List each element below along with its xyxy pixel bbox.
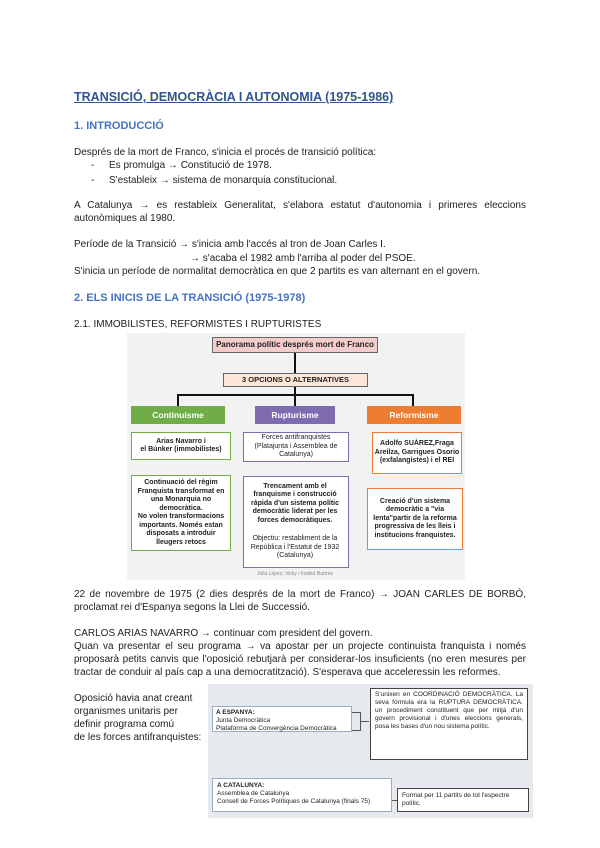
reformisme-header: Reformisme [367,406,461,424]
periode-line-2: → s'acaba el 1982 amb l'arriba al poder del PSOE. [190,253,416,264]
espanya-item: Junta Democràtica [216,717,271,724]
bullet-dash: - [91,175,95,186]
catalunya-paragraph: A Catalunya → es restableix Generalitat, s'elabora estatut d'autonomia i primeres eleccions autonòmiques al 1980. [74,200,526,224]
section-heading-inicis: 2. ELS INICIS DE LA TRANSICIÓ (1975-1978) [74,292,306,304]
reformisme-who: Adolfo SUÀREZ,Fraga Areilza, Garrigues Osorio (exfalangistes) i el REI [372,432,462,474]
continuisme-who: Arias Navarro i el Búnker (immobilistes) [131,432,231,460]
periode-line-3: S'inicia un període de normalitat democràtica en que 2 partits es van alternant en el govern. [74,266,481,277]
diagram-middle-box: 3 OPCIONS O ALTERNATIVES [223,373,368,387]
bracket-line [352,712,360,713]
bracket-line [361,721,369,722]
connector-line [294,394,296,406]
side-text-line: definir programa comú [74,719,175,730]
rupturisme-who: Forces antifranquistes (Platajunta i Assemblea de Catalunya) [243,432,349,462]
connector-line [294,353,296,373]
diagram-opposition [208,684,533,818]
side-text-line: Oposició havia anat creant [74,693,193,704]
paragraph-arias-navarro: CARLOS ARIAS NAVARRO → continuar com president del govern. [74,628,373,639]
diagram-credit: Júlia López, Vicky i Institut Bartrés [257,571,334,577]
side-text-line: de les forces antifranquistes: [74,732,202,743]
consell-note: Format per 11 partits de tot l'espectre polític. [397,788,529,812]
bullet-text: Es promulga → Constitució de 1978. [109,160,272,171]
espanya-box [212,706,352,732]
connector-line [412,394,414,406]
catalunya-title: A CATALUNYA: [217,782,265,789]
intro-text: Després de la mort de Franco, s'inicia el procés de transició política: [74,147,377,158]
continuisme-header: Continuisme [131,406,225,424]
espanya-item: Plataforma de Convergència Democràtica [216,725,337,732]
bullet-text: S'estableix → sistema de monarquia constitucional. [109,175,338,186]
page-title: TRANSICIÓ, DEMOCRÀCIA I AUTONOMIA (1975-1986) [74,90,394,104]
rupturisme-header: Rupturisme [255,406,335,424]
rupturisme-desc: Trencament amb el franquisme i construcció ràpida d'un sistema polític democràtic liderat per les forces democràtiques. [250,482,340,524]
paragraph-joan-carles: 22 de novembre de 1975 (2 dies després de la mort de Franco) → JOAN CARLES DE BORBÓ, proclamat rei d'Espanya segons la Llei de Successió. [74,589,526,613]
diagram-top-box: Panorama polític després mort de Franco [212,337,378,353]
bullet-item [91,159,521,172]
bullet-item [91,174,521,187]
espanya-title: A ESPANYA: [216,709,255,716]
bullet-dash: - [91,160,95,171]
connector-line [177,394,179,406]
diagram-political-options [127,333,465,580]
catalunya-item: Assemblea de Catalunya [217,790,290,797]
reformisme-desc: Creació d'un sistema democràtic a "via lenta"partir de la reforma progressiva de les lleis i institucions franquistes. [367,488,463,550]
section-heading-introduccio: 1. INTRODUCCIÓ [74,120,164,132]
catalunya-box [212,778,392,812]
side-text-line: organismes unitaris per [74,706,178,717]
coordinacio-note: S'unixen en COORDINACIÓ DEMOCRÀTICA. La seva fórmula era la RUPTURA DEMOCRÀTICA: un procediment constituent que per mitjà d'un govern provisional i d'unes eleccions generals, posa les bases d'un nou sistema polític. [370,688,528,760]
paragraph-programa: Quan va presentar el seu programa → va apostar per un projecte continuista franquista i només proposarà petits canvis que l'oposició rebutjarà per considerar-los insuficients (no eren mesures per tractar de conduir al país cap a una democratització). S'esperava que acceleressin les reformes. [74,641,526,678]
catalunya-item: Consell de Forces Polítiques de Catalunya (finals 75) [217,798,371,805]
periode-line-1: Període de la Transició → s'inicia amb l'accés al tron de Joan Carles I. [74,239,386,250]
bracket-line [352,730,360,731]
rupturisme-desc-box [243,476,349,568]
continuisme-desc: Continuació del règim Franquista transformat en una Monarquia no democràtica. No volen transformacions importants. Només estan disposats a introduir lleugers retocs [131,475,231,551]
rupturisme-objective: Objectiu: restabliment de la República i l'Estatut de 1932 (Catalunya) [250,535,340,560]
subsection-heading: 2.1. IMMOBILISTES, REFORMISTES I RUPTURISTES [74,319,322,330]
